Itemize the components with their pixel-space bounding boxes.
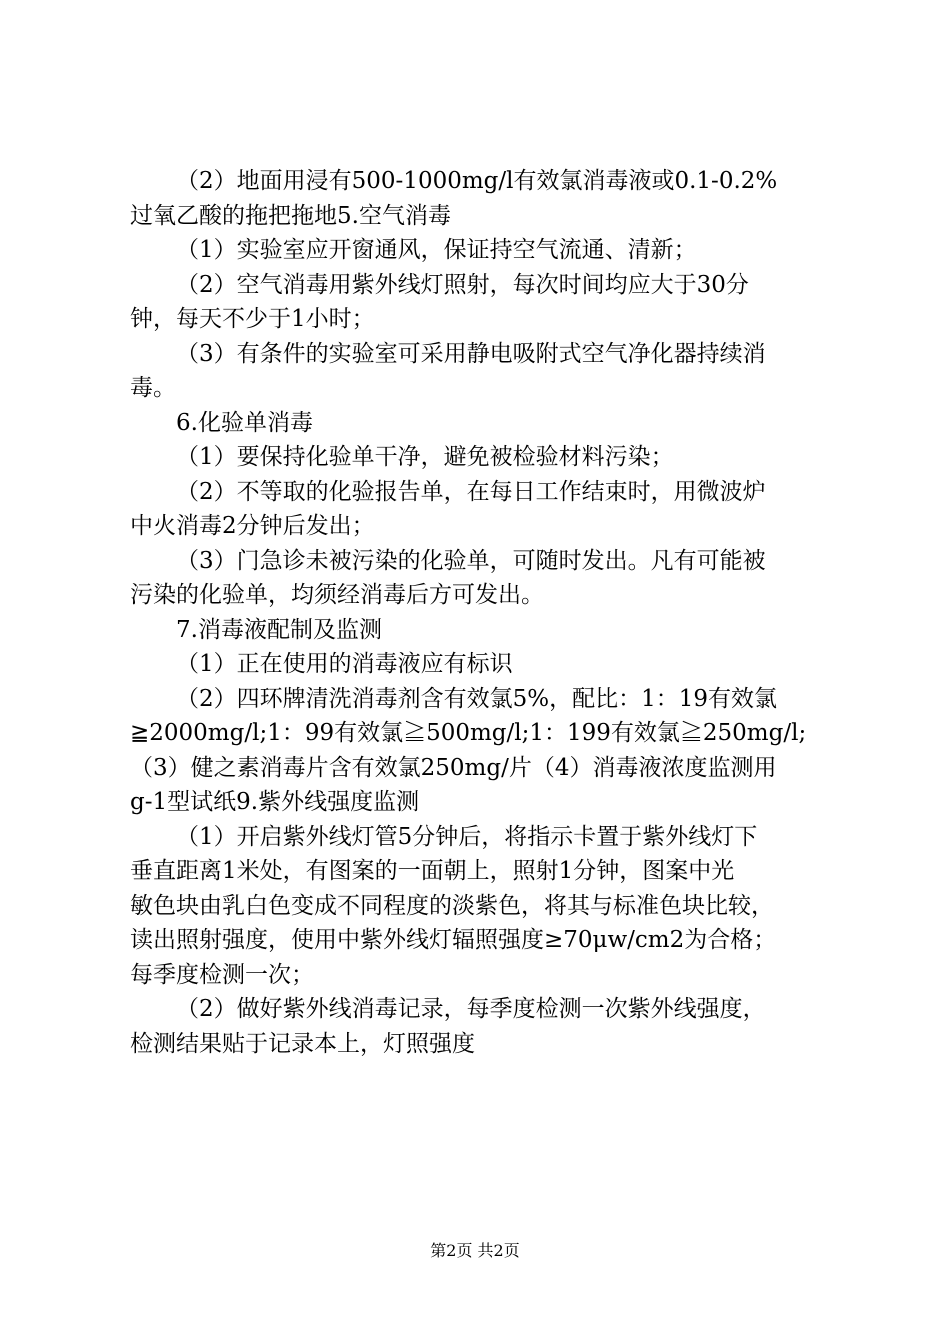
text-line: （2）空气消毒用紫外线灯照射，每次时间均应大于30分 [176,271,749,298]
text-line: （2）做好紫外线消毒记录，每季度检测一次紫外线强度， [176,996,766,1022]
text-line: （3）门急诊未被污染的化验单，可随时发出。凡有可能被 [176,547,766,574]
text-line: 过氧乙酸的拖把拖地5.空气消毒 [130,202,451,229]
document-body [130,164,830,1061]
text-line: （1）开启紫外线灯管5分钟后，将指示卡置于紫外线灯下 [176,823,758,850]
text-line: （1）要保持化验单干净，避免被检验材料污染； [176,444,674,470]
text-line: （1）实验室应开窗通风，保证持空气流通、清新； [176,237,697,263]
text-line: （2）不等取的化验报告单，在每日工作结束时，用微波炉 [176,478,766,505]
page-footer: 第2页 共2页 [430,1241,520,1260]
text-line: （2）四环牌清洗消毒剂含有效氯5%，配比：1：19有效氯 [176,685,778,712]
text-line: 检测结果贴于记录本上，灯照强度 [130,1030,475,1057]
text-line: 污染的化验单，均须经消毒后方可发出。 [130,582,544,608]
text-line: 每季度检测一次； [130,961,314,988]
text-line: 中火消毒2分钟后发出； [130,513,375,539]
text-line: 毒。 [130,375,176,401]
text-line: （3）有条件的实验室可采用静电吸附式空气净化器持续消 [176,340,766,367]
section-heading: 6.化验单消毒 [176,409,313,436]
text-line: （1）正在使用的消毒液应有标识 [176,651,513,677]
text-line: （3）健之素消毒片含有效氯250mg/片（4）消毒液浓度监测用 [130,754,777,781]
section-heading: 7.消毒液配制及监测 [176,616,382,643]
text-line: （2）地面用浸有500-1000mg/l有效氯消毒液或0.1-0.2% [176,168,778,194]
text-line: 敏色块由乳白色变成不同程度的淡紫色，将其与标准色块比较， [130,892,774,919]
text-line: 垂直距离1米处，有图案的一面朝上，照射1分钟，图案中光 [130,858,735,884]
text-line: ≧2000mg/l;1：99有效氯≧500mg/l;1：199有效氯≧250mg/l; [130,720,807,746]
text-line: 读出照射强度，使用中紫外线灯辐照强度≥70μw/cm2为合格； [130,927,777,953]
text-line: g-1型试纸9.紫外线强度监测 [130,789,420,815]
text-line: 钟，每天不少于1小时； [130,306,375,332]
